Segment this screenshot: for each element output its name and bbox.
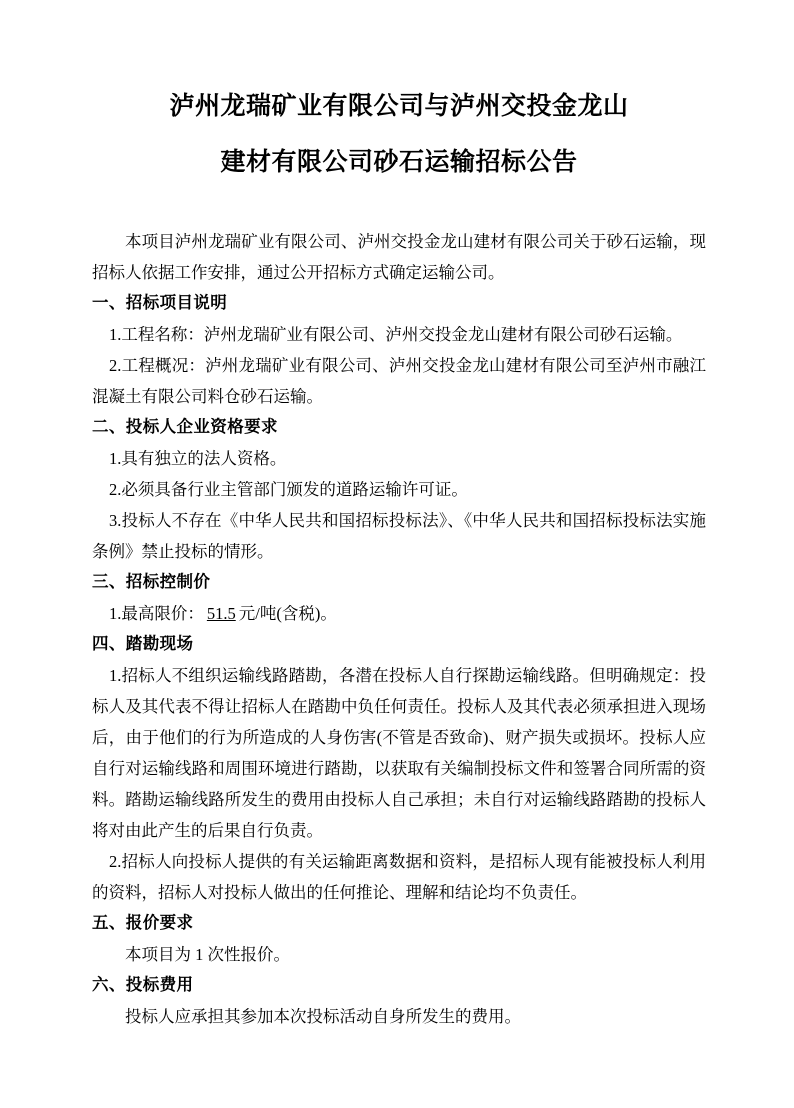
section-4-item-1: 1.招标人不组织运输线路踏勘，各潜在投标人自行探勘运输线路。但明确规定：投标人及其代表不得让招标人在踏勘中负任何责任。投标人及其代表必须承担进入现场后，由于他们的行为所造成的人身伤害(不管是否致命)、财产损失或损坏。投标人应自行对运输线路和周围环境进行踏勘，以获取有关编制投标文件和签署合同所需的资料。踏勘运输线路所发生的费用由投标人自己承担；未自行对运输线路踏勘的投标人将对由此产生的后果自行负责。: [92, 666, 706, 840]
section-heading-3: 三、招标控制价: [92, 573, 211, 591]
section-5-item-1: 本项目为 1 次性报价。: [125, 945, 290, 964]
section-4-item-2: 2.招标人向投标人提供的有关运输距离数据和资料，是招标人现有能被投标人利用的资料，招标人对投标人做出的任何推论、理解和结论均不负责任。: [92, 852, 706, 902]
document-body: [92, 226, 706, 1032]
page-title: [92, 78, 706, 190]
section-2-item-3: 3.投标人不存在《中华人民共和国招标投标法》、《中华人民共和国招标投标法实施条例》禁止投标的情形。: [92, 511, 706, 561]
section-1-item-2: 2.工程概况：泸州龙瑞矿业有限公司、泸州交投金龙山建材有限公司至泸州市融江混凝土有限公司料仓砂石运输。: [92, 356, 706, 406]
section-heading-1: 一、招标项目说明: [92, 294, 228, 312]
price-value: 51.5: [206, 604, 236, 623]
price-label-suffix: 元/吨(含税)。: [238, 604, 337, 623]
section-heading-5: 五、报价要求: [92, 914, 194, 932]
page-title-line-1: 泸州龙瑞矿业有限公司与泸州交投金龙山: [169, 92, 629, 120]
section-1-item-1: 1.工程名称：泸州龙瑞矿业有限公司、泸州交投金龙山建材有限公司砂石运输。: [109, 325, 683, 344]
section-heading-6: 六、投标费用: [92, 976, 194, 994]
section-2-item-1: 1.具有独立的法人资格。: [109, 449, 287, 468]
section-heading-2: 二、投标人企业资格要求: [92, 418, 278, 436]
page-title-line-2: 建材有限公司砂石运输招标公告: [220, 148, 578, 176]
price-label-prefix: 1.最高限价：: [109, 604, 204, 623]
intro-paragraph: 本项目泸州龙瑞矿业有限公司、泸州交投金龙山建材有限公司关于砂石运输，现招标人依据工作安排，通过公开招标方式确定运输公司。: [92, 232, 706, 282]
section-2-item-2: 2.必须具备行业主管部门颁发的道路运输许可证。: [109, 480, 468, 499]
section-3-price-line: [92, 598, 706, 629]
section-heading-4: 四、踏勘现场: [92, 635, 194, 653]
section-6-item-1: 投标人应承担其参加本次投标活动自身所发生的费用。: [125, 1007, 521, 1026]
